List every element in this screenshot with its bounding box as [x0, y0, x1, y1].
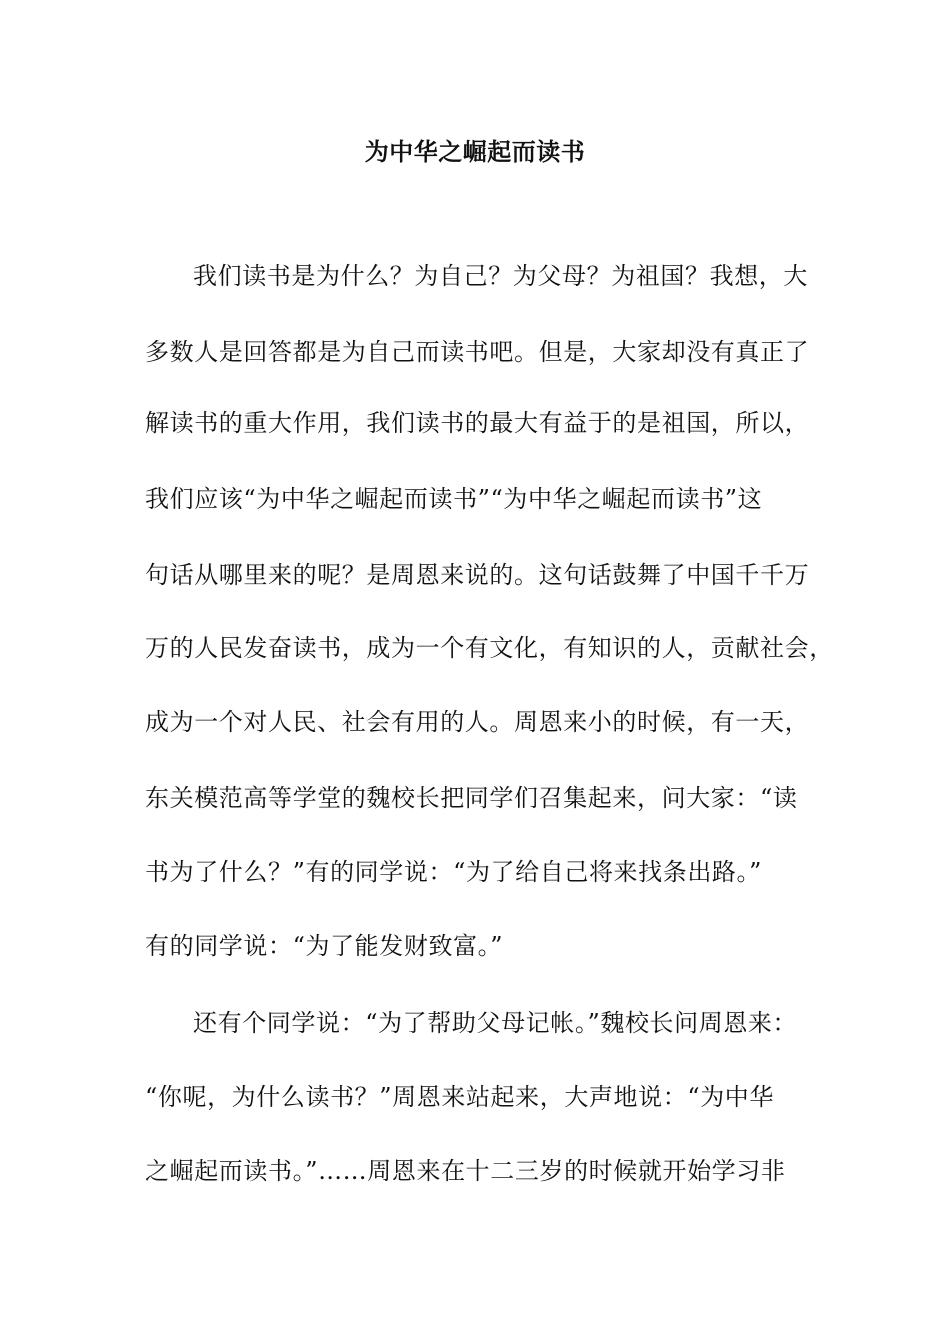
paragraph-line: 万的人民发奋读书，成为一个有文化，有知识的人，贡献社会，	[145, 634, 834, 662]
document-title: 为中华之崛起而读书	[364, 138, 586, 166]
paragraph-line: 多数人是回答都是为自己而读书吧。但是，大家却没有真正了	[145, 338, 810, 366]
paragraph-line: 我们读书是为什么？为自己？为父母？为祖国？我想，大	[193, 262, 808, 290]
paragraph-line: 句话从哪里来的呢？是周恩来说的。这句话鼓舞了中国千千万	[145, 561, 810, 589]
paragraph-line: 之崛起而读书。”……周恩来在十二三岁的时候就开始学习非	[145, 1157, 786, 1185]
paragraph-line: “你呢，为什么读书？”周恩来站起来，大声地说：“为中华	[145, 1083, 775, 1111]
paragraph-line: 书为了什么？”有的同学说：“为了给自己将来找条出路。”	[145, 858, 763, 886]
paragraph-line: 解读书的重大作用，我们读书的最大有益于的是祖国，所以，	[145, 409, 810, 437]
paragraph-line: 东关模范高等学堂的魏校长把同学们召集起来，问大家：“读	[145, 784, 798, 812]
paragraph-line: 成为一个对人民、社会有用的人。周恩来小的时候，有一天，	[145, 708, 810, 736]
paragraph-line: 我们应该“为中华之崛起而读书”“为中华之崛起而读书”这	[145, 485, 763, 513]
paragraph-line: 还有个同学说：“为了帮助父母记帐。”魏校长问周恩来：	[193, 1009, 798, 1037]
paragraph-line: 有的同学说：“为了能发财致富。”	[145, 932, 504, 960]
